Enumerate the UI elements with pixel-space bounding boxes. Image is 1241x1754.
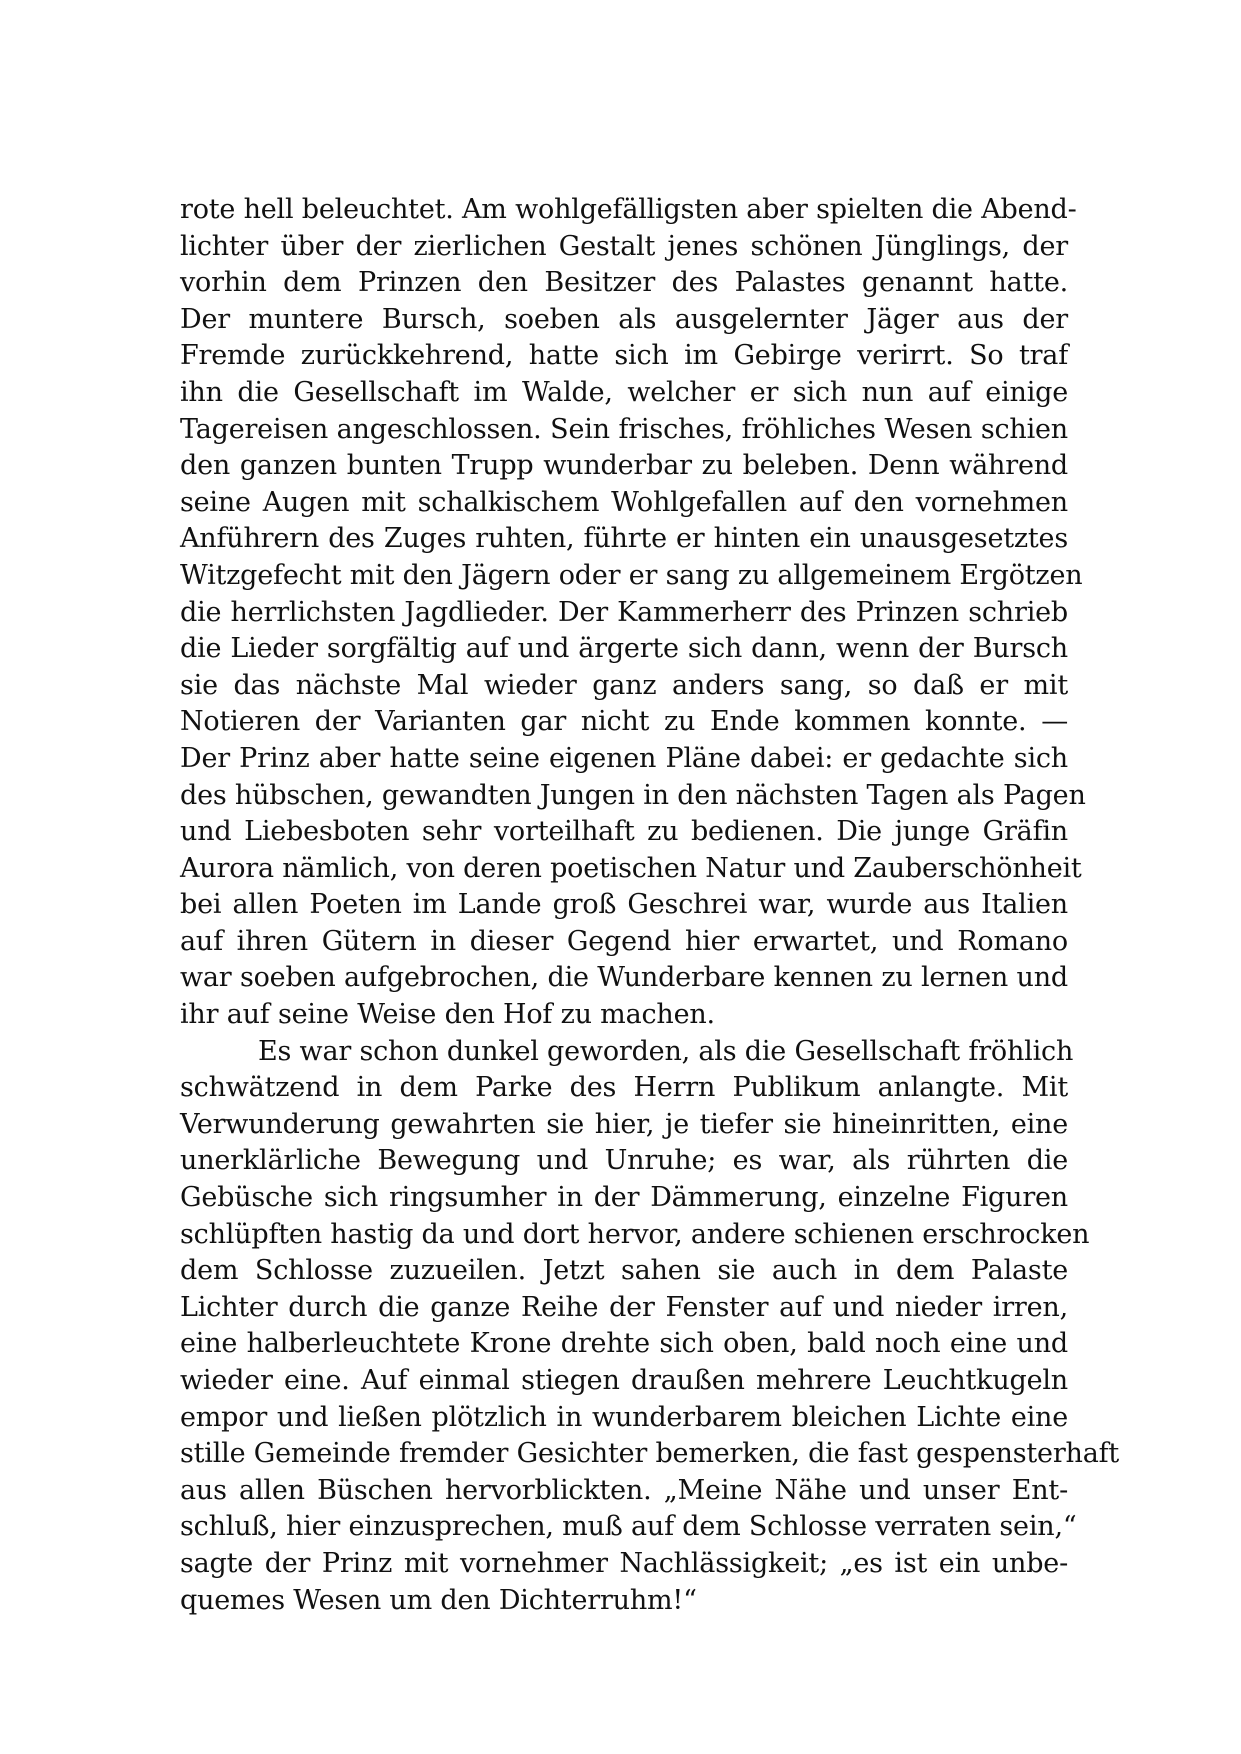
body-text [180,192,1120,1619]
paragraph-1 [180,192,1086,1034]
text-line: Notieren der Varianten gar nicht zu Ende kommen konnte. — [180,706,1068,738]
text-line: vorhin dem Prinzen den Besitzer des Palastes genannt hatte. [180,267,1068,299]
text-line: Witzgefecht mit den Jägern oder er sang zu allgemeinem Ergötzen [180,559,1083,591]
text-line: war soeben aufgebrochen, die Wunderbare kennen zu lernen und [180,962,1068,994]
text-line: Der muntere Bursch, soeben als ausgelernter Jäger aus der [180,303,1068,335]
text-line: Es war schon dunkel geworden, als die Gesellschaft fröhlich [258,1035,1074,1067]
text-line: Der Prinz aber hatte seine eigenen Pläne dabei: er gedachte sich [180,742,1068,774]
text-line: dem Schlosse zuzueilen. Jetzt sahen sie auch in dem Palaste [180,1255,1068,1287]
paragraph-2 [180,1034,1120,1620]
text-line: schwätzend in dem Parke des Herrn Publikum anlangte. Mit [180,1072,1068,1104]
text-line: Fremde zurückkehrend, hatte sich im Gebirge verirrt. So traf [180,340,1068,372]
text-line: sie das nächste Mal wieder ganz anders sang, so daß er mit [180,669,1068,701]
text-line: auf ihren Gütern in dieser Gegend hier erwartet, und Romano [180,925,1068,957]
text-line: empor und ließen plötzlich in wunderbarem bleichen Lichte eine [180,1401,1068,1433]
text-line: ihn die Gesellschaft im Walde, welcher er sich nun auf einige [180,376,1068,408]
text-line: schluß, hier einzusprechen, muß auf dem Schlosse verraten sein,“ [180,1511,1077,1543]
text-line: rote hell beleuchtet. Am wohlgefälligsten aber spielten die Abend- [180,194,1077,225]
text-line: eine halberleuchtete Krone drehte sich oben, bald noch eine und [180,1328,1068,1360]
text-line: ihr auf seine Weise den Hof zu machen. [180,999,715,1031]
text-line: lichter über der zierlichen Gestalt jenes schönen Jünglings, der [180,230,1068,262]
text-line: und Liebesboten sehr vorteilhaft zu bedienen. Die junge Gräfin [180,816,1068,848]
text-line: Lichter durch die ganze Reihe der Fenster auf und nieder irren, [180,1291,1068,1323]
text-line: Gebüsche sich ringsumher in der Dämmerung, einzelne Figuren [180,1182,1068,1214]
text-line: wieder eine. Auf einmal stiegen draußen mehrere Leuchtkugeln [180,1365,1068,1396]
text-line: sagte der Prinz mit vornehmer Nachlässigkeit; „es ist ein unbe- [180,1547,1068,1579]
text-line: schlüpften hastig da und dort hervor, andere schienen erschrocken [180,1218,1090,1250]
text-line: Aurora nämlich, von deren poetischen Natur und Zauberschönheit [180,852,1082,884]
text-line: quemes Wesen um den Dichterruhm!“ [180,1584,697,1616]
text-line: des hübschen, gewandten Jungen in den nächsten Tagen als Pagen [180,779,1086,811]
text-line: Verwunderung gewahrten sie hier, je tiefer sie hineinritten, eine [180,1108,1068,1140]
text-line: Anführern des Zuges ruhten, führte er hinten ein unausgesetztes [180,523,1068,555]
text-line: unerklärliche Bewegung und Unruhe; es war, als rührten die [180,1145,1068,1177]
text-line: die Lieder sorgfältig auf und ärgerte sich dann, wenn der Bursch [180,633,1068,665]
text-line: die herrlichsten Jagdlieder. Der Kammerherr des Prinzen schrieb [180,596,1068,628]
text-line: den ganzen bunten Trupp wunderbar zu beleben. Denn während [180,450,1068,482]
text-line: aus allen Büschen hervorblickten. „Meine Nähe und unser Ent- [180,1474,1068,1506]
text-line: seine Augen mit schalkischem Wohlgefallen auf den vornehmen [180,486,1068,518]
text-line: bei allen Poeten im Lande groß Geschrei war, wurde aus Italien [180,889,1068,921]
text-line: stille Gemeinde fremder Gesichter bemerken, die fast gespensterhaft [180,1438,1120,1470]
text-line: Tagereisen angeschlossen. Sein frisches, fröhliches Wesen schien [180,413,1068,445]
